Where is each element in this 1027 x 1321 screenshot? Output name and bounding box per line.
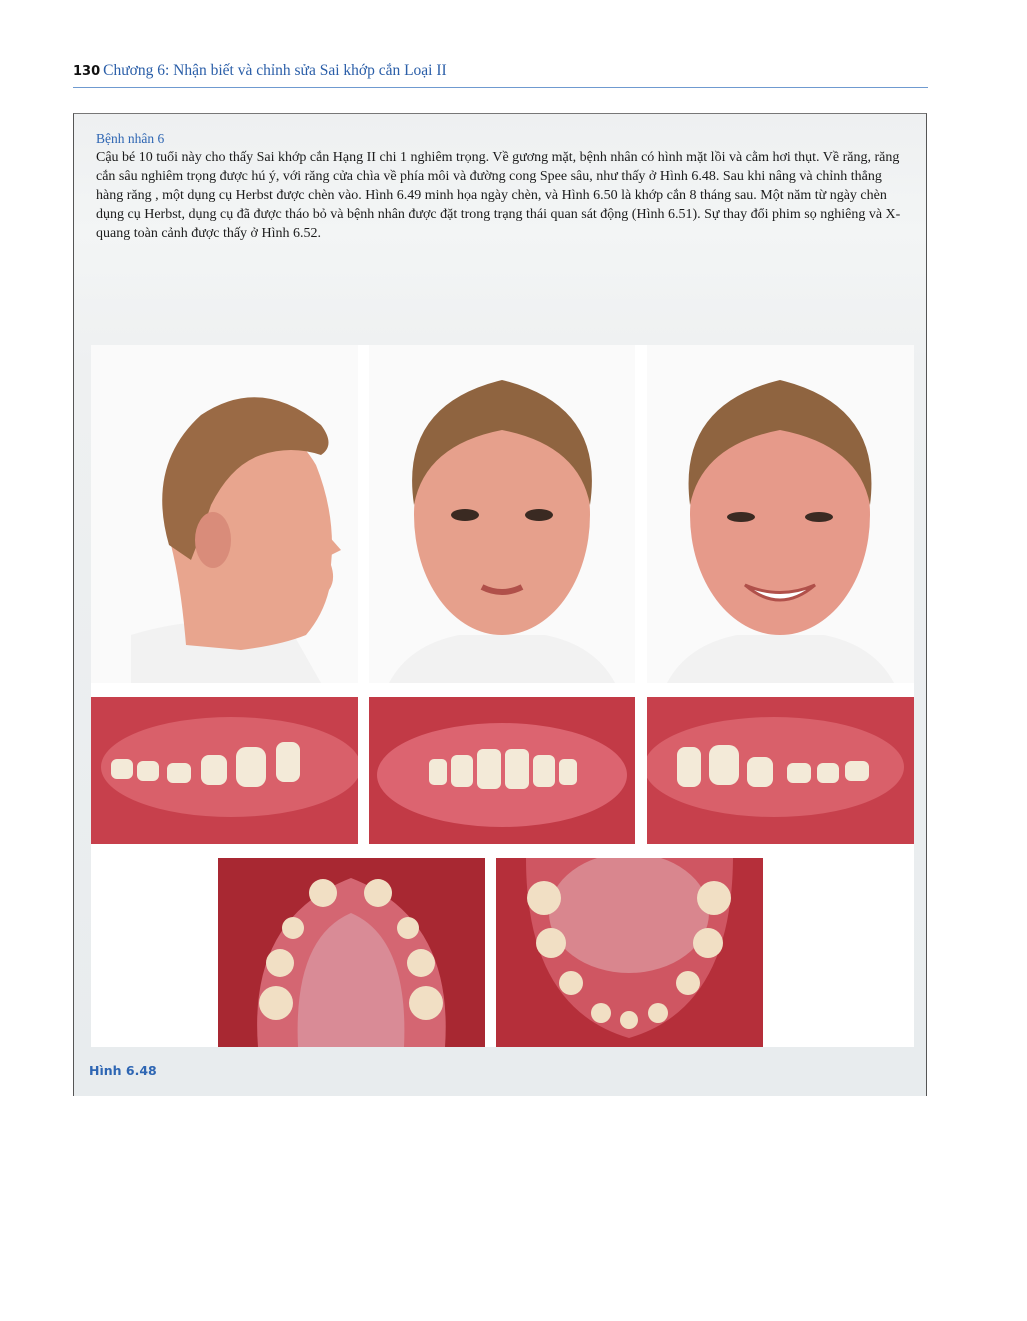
- frontal-intraoral-photo: [369, 697, 635, 844]
- page-number: 130: [73, 64, 101, 79]
- lower-occlusal-photo: [496, 858, 763, 1047]
- frontal-face-photo: [369, 345, 635, 683]
- case-label: Bệnh nhân 6: [96, 131, 165, 146]
- smiling-face-photo: [647, 345, 914, 683]
- case-box: [73, 113, 927, 1096]
- upper-occlusal-photo: [218, 858, 485, 1047]
- case-description: Cậu bé 10 tuổi này cho thấy Sai khớp cắn Hạng II chi 1 nghiêm trọng. Về gương mặt, bệnh nhân có hình mặt lồi và cằm hơi thụt. Về răng, răng cắn sâu nghiêm trọng được hú ý, với răng cửa chìa về phía môi và đường cong Spee sâu, như thấy ở Hình 6.48. Sau khi nâng và chỉnh thẳng hàng răng , một dụng cụ Herbst được chèn vào. Hình 6.49 minh họa ngày chèn, và Hình 6.50 là khớp cắn 8 tháng sau. Một năm từ ngày chèn dụng cụ Herbst, dụng cụ đã được tháo bỏ và bệnh nhân được đặt trong trạng thái quan sát động (Hình 6.51). Sự thay đổi phim sọ nghiêng và X-quang toàn cảnh được thấy ở Hình 6.52.: [96, 150, 901, 241]
- figure-photo-grid: [91, 345, 914, 1047]
- profile-face-photo: [91, 345, 358, 683]
- chapter-title: Chương 6: Nhận biết và chỉnh sửa Sai khớp cắn Loại II: [103, 62, 447, 79]
- page-header: [73, 62, 928, 88]
- left-buccal-intraoral-photo: [647, 697, 914, 844]
- right-buccal-intraoral-photo: [91, 697, 358, 844]
- figure-caption: Hình 6.48: [89, 1063, 157, 1078]
